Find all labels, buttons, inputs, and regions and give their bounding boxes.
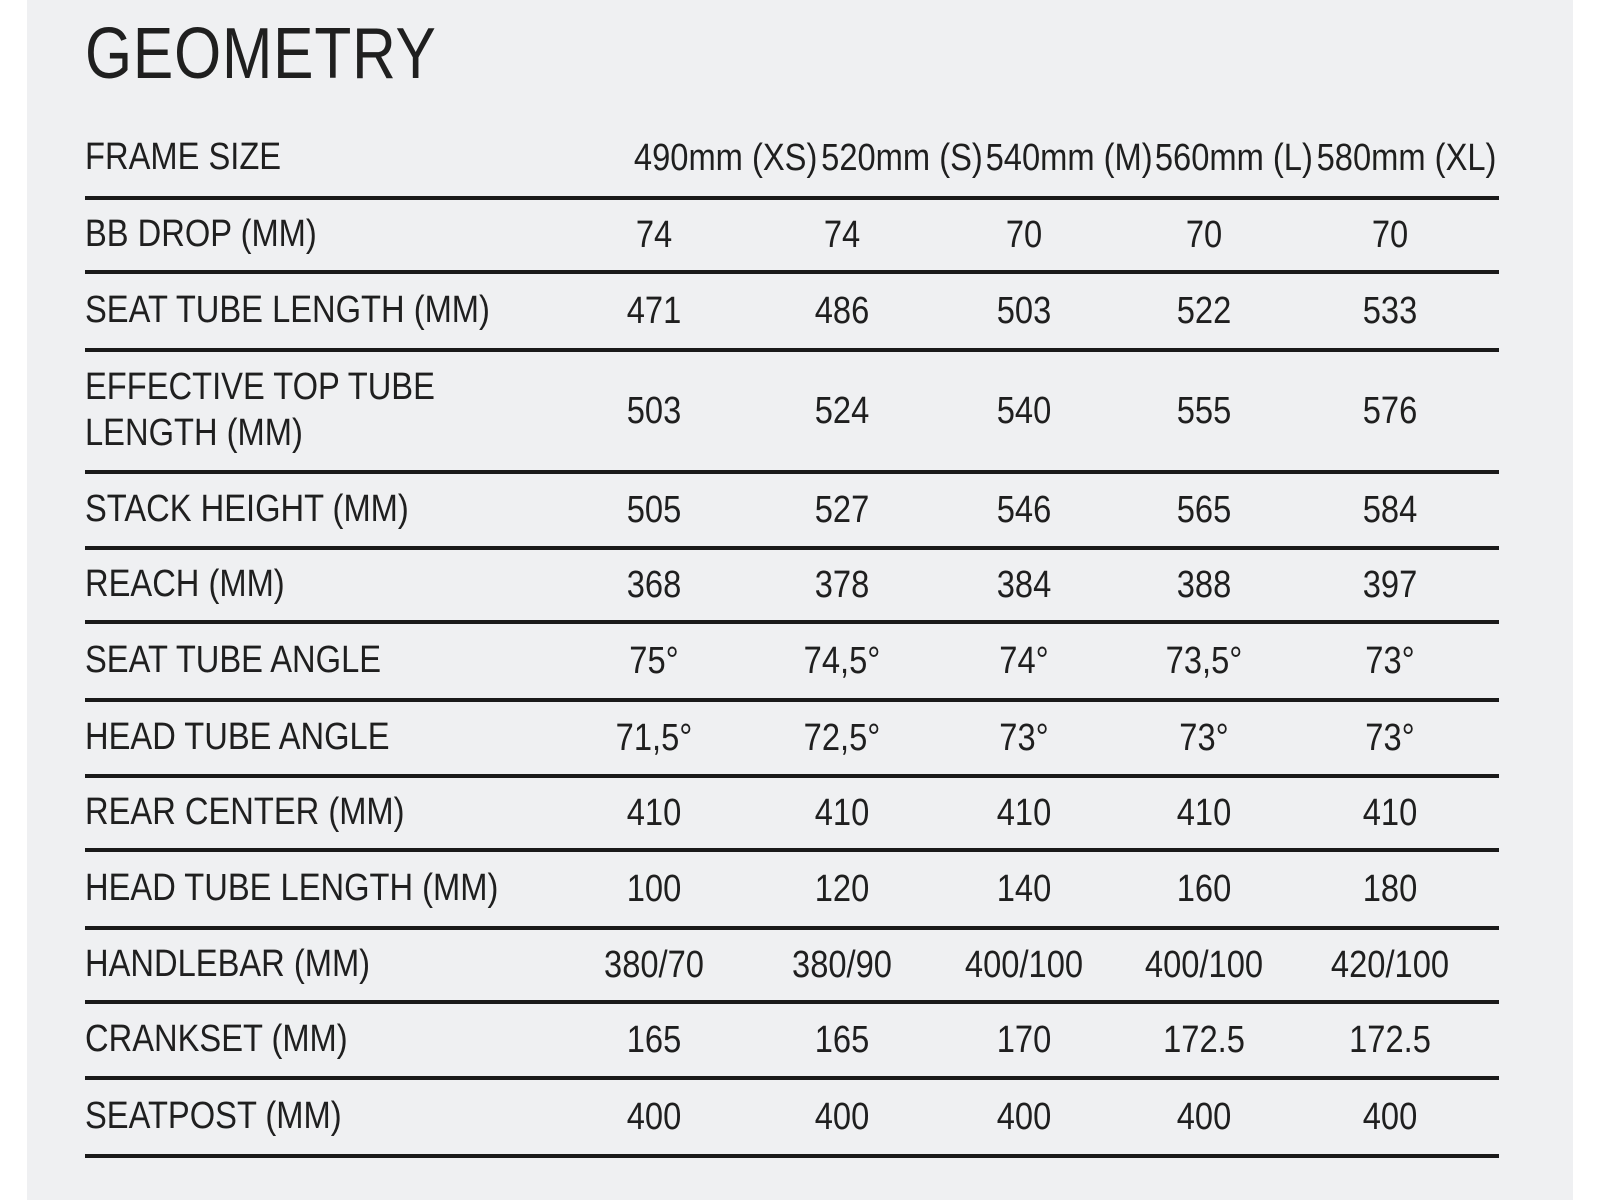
table-cell: 70 xyxy=(1371,213,1409,256)
table-cell: 400 xyxy=(1362,1095,1418,1138)
table-cell: 503 xyxy=(996,289,1052,332)
row-label: HANDLEBAR (MM) xyxy=(85,943,371,986)
table-cell: 72,5° xyxy=(803,716,881,759)
table-cell: 380/70 xyxy=(604,943,704,986)
table-row xyxy=(85,474,1499,550)
table-cell: 486 xyxy=(814,289,870,332)
table-cell: 471 xyxy=(626,289,682,332)
table-cell: 527 xyxy=(814,488,870,531)
table-cell: 400 xyxy=(996,1095,1052,1138)
table-cell: 400/100 xyxy=(964,943,1084,986)
table-cell: 140 xyxy=(996,867,1052,910)
table-cell: 565 xyxy=(1176,488,1232,531)
row-label: SEAT TUBE ANGLE xyxy=(85,639,382,682)
row-label: SEAT TUBE LENGTH (MM) xyxy=(85,289,490,332)
table-cell: 400 xyxy=(814,1095,870,1138)
header-label: FRAME SIZE xyxy=(85,136,282,179)
table-cell: 505 xyxy=(626,488,682,531)
table-cell: 70 xyxy=(1005,213,1043,256)
table-cell: 524 xyxy=(814,389,870,432)
table-cell: 172.5 xyxy=(1163,1018,1245,1061)
table-cell: 384 xyxy=(996,563,1052,606)
table-cell: 75° xyxy=(629,639,679,682)
table-row xyxy=(85,852,1499,930)
table-cell: 73,5° xyxy=(1165,639,1243,682)
header-size-m: 540mm (M) xyxy=(985,136,1153,179)
geometry-table xyxy=(85,120,1499,1158)
row-label: STACK HEIGHT (MM) xyxy=(85,488,409,531)
table-row xyxy=(85,624,1499,702)
table-cell: 388 xyxy=(1176,563,1232,606)
table-cell: 180 xyxy=(1362,867,1418,910)
table-cell: 420/100 xyxy=(1330,943,1450,986)
table-cell: 165 xyxy=(626,1018,682,1061)
table-cell: 522 xyxy=(1176,289,1232,332)
header-cells xyxy=(560,137,1499,180)
table-cell: 555 xyxy=(1176,389,1232,432)
table-cell: 410 xyxy=(996,791,1052,834)
table-cell: 73° xyxy=(1365,716,1415,759)
row-label: HEAD TUBE LENGTH (MM) xyxy=(85,867,499,910)
table-row xyxy=(85,1080,1499,1158)
table-cell: 400/100 xyxy=(1144,943,1264,986)
table-cell: 172.5 xyxy=(1349,1018,1431,1061)
table-cell: 397 xyxy=(1362,563,1418,606)
table-cell: 71,5° xyxy=(615,716,693,759)
table-cell: 100 xyxy=(626,867,682,910)
page-title: GEOMETRY xyxy=(85,14,437,94)
header-size-xs: 490mm (XS) xyxy=(633,136,818,179)
row-label: CRANKSET (MM) xyxy=(85,1018,348,1061)
table-cell: 74 xyxy=(823,213,861,256)
table-cell: 73° xyxy=(999,716,1049,759)
table-cell: 73° xyxy=(1365,639,1415,682)
table-cell: 503 xyxy=(626,389,682,432)
table-cell: 380/90 xyxy=(792,943,892,986)
table-cell: 546 xyxy=(996,488,1052,531)
table-row xyxy=(85,1004,1499,1080)
header-size-l: 560mm (L) xyxy=(1155,136,1314,179)
table-cell: 73° xyxy=(1179,716,1229,759)
table-row xyxy=(85,352,1499,474)
row-label: REAR CENTER (MM) xyxy=(85,791,405,834)
table-header-row xyxy=(85,120,1499,200)
table-cell: 584 xyxy=(1362,488,1418,531)
table-cell: 378 xyxy=(814,563,870,606)
row-label: REACH (MM) xyxy=(85,563,285,606)
table-cell: 410 xyxy=(814,791,870,834)
table-body xyxy=(85,200,1499,1158)
table-cell: 170 xyxy=(996,1018,1052,1061)
table-cell: 74° xyxy=(999,639,1049,682)
header-size-s: 520mm (S) xyxy=(821,136,983,179)
table-cell: 70 xyxy=(1185,213,1223,256)
table-cell: 400 xyxy=(626,1095,682,1138)
table-cell: 540 xyxy=(996,389,1052,432)
table-row xyxy=(85,778,1499,852)
table-row xyxy=(85,930,1499,1004)
table-row xyxy=(85,702,1499,778)
table-cell: 74,5° xyxy=(803,639,881,682)
table-cell: 533 xyxy=(1362,289,1418,332)
table-cell: 160 xyxy=(1176,867,1232,910)
table-cell: 165 xyxy=(814,1018,870,1061)
row-label: BB DROP (MM) xyxy=(85,213,317,256)
table-cell: 120 xyxy=(814,867,870,910)
table-cell: 368 xyxy=(626,563,682,606)
table-row xyxy=(85,274,1499,352)
row-label: HEAD TUBE ANGLE xyxy=(85,716,390,759)
table-cell: 410 xyxy=(1176,791,1232,834)
table-cell: 400 xyxy=(1176,1095,1232,1138)
row-label: EFFECTIVE TOP TUBE LENGTH (MM) xyxy=(85,366,435,454)
table-cell: 410 xyxy=(626,791,682,834)
table-row xyxy=(85,550,1499,624)
table-cell: 576 xyxy=(1362,389,1418,432)
row-label: SEATPOST (MM) xyxy=(85,1095,342,1138)
header-size-xl: 580mm (XL) xyxy=(1316,136,1497,179)
table-cell: 74 xyxy=(635,213,673,256)
table-cell: 410 xyxy=(1362,791,1418,834)
table-row xyxy=(85,200,1499,274)
